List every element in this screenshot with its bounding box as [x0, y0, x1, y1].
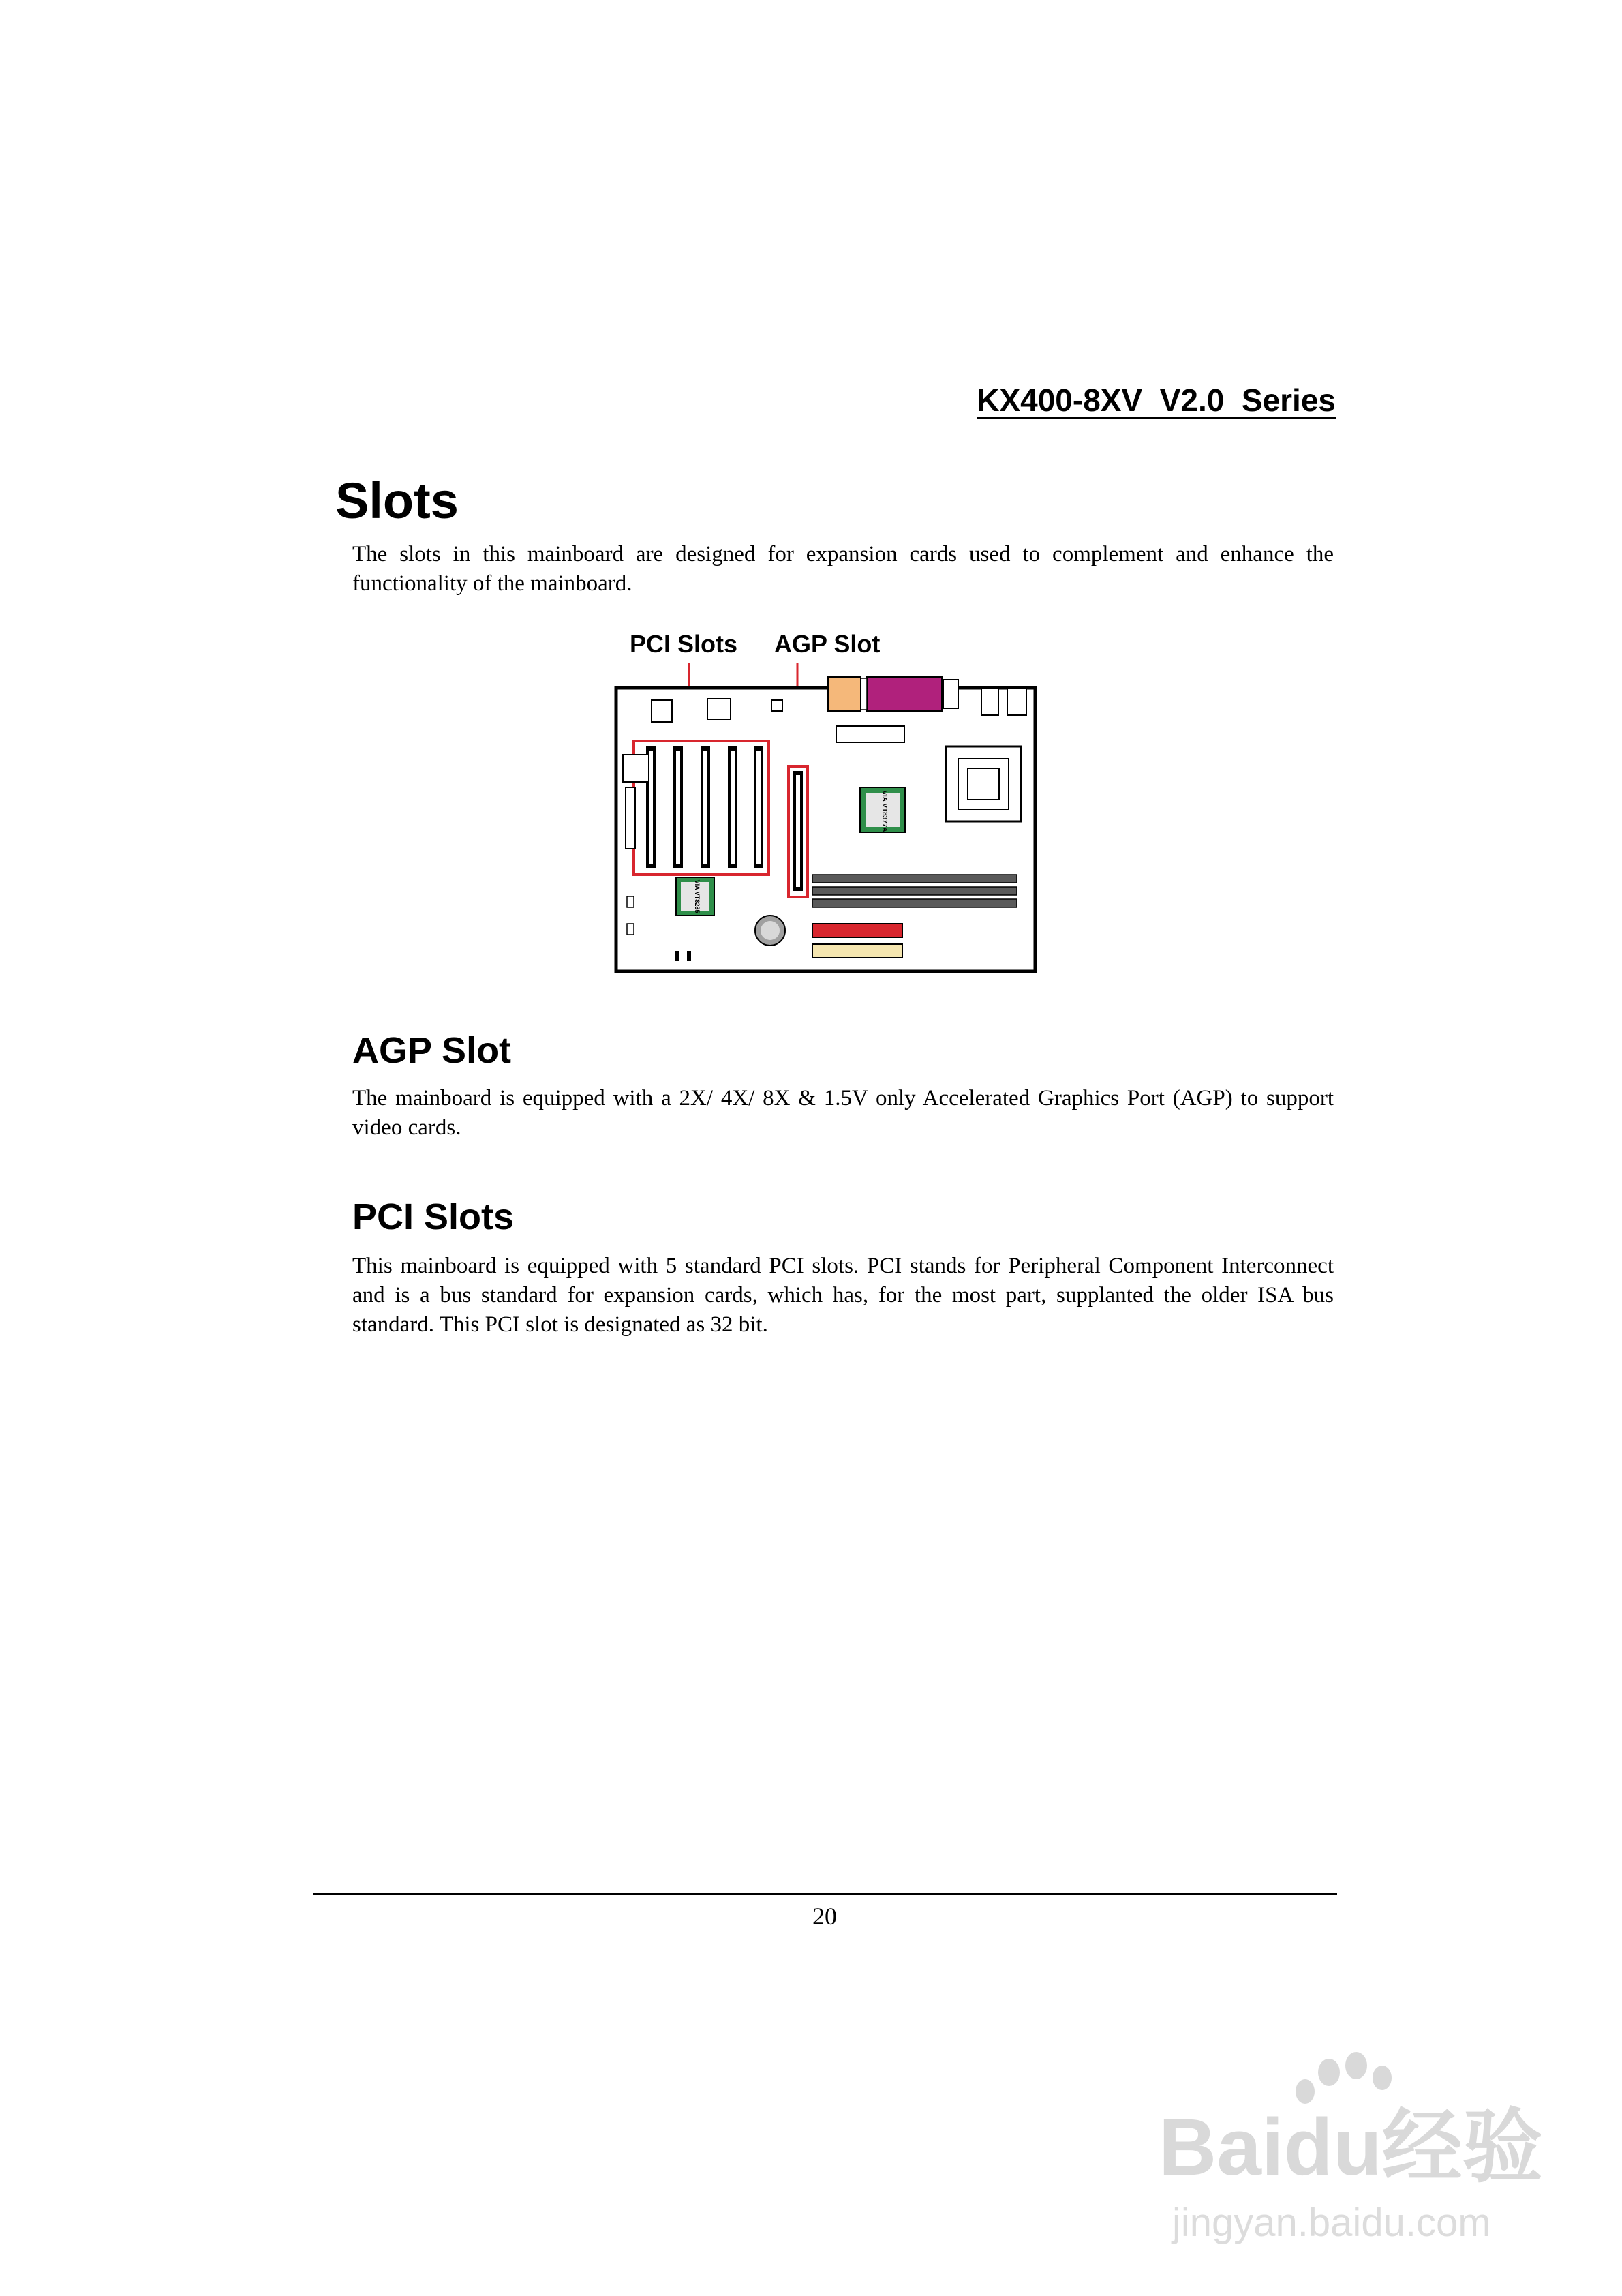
parallel-port [867, 677, 942, 711]
vga-port [828, 677, 861, 711]
pci-slots-label: PCI Slots [630, 630, 738, 658]
baidu-watermark [1131, 2052, 1554, 2256]
series-title: KX400-8XV V2.0 Series [977, 382, 1336, 418]
ide2-connector [812, 944, 902, 958]
svg-text:VIA VT8377A: VIA VT8377A [881, 790, 888, 832]
pci-paragraph: This mainboard is equipped with 5 standard PCI slots. PCI stands for Peripheral Component Interconnect and is a bus standard for expansion cards, which has, for the most part, supplanted the older ISA bus standard. This PCI slot is designated as 32 bit. [352, 1254, 1334, 1337]
ide1-connector [812, 924, 902, 937]
lan-port [981, 688, 998, 715]
pci-heading: PCI Slots [352, 1196, 515, 1237]
agp-paragraph: The mainboard is equipped with a 2X/ 4X/ 8X & 1.5V only Accelerated Graphics Port (AGP) to support video cards. [352, 1086, 1334, 1140]
agp-slot-label: AGP Slot [774, 630, 881, 658]
audio-port [1007, 688, 1026, 715]
atx-power-connector [836, 726, 904, 742]
svg-text:VIA VT8235: VIA VT8235 [694, 879, 701, 913]
agp-heading: AGP Slot [352, 1030, 512, 1071]
usb-port [943, 680, 958, 708]
page-number: 20 [812, 1903, 837, 1930]
watermark-logo: Baidu经验 [1159, 2102, 1543, 2192]
intro-paragraph: The slots in this mainboard are designed for expansion cards used to complement and enhance the functionality of the mainboard. [352, 542, 1334, 596]
watermark-url: jingyan.baidu.com [1172, 2201, 1491, 2245]
footer-rule [313, 1893, 1337, 1895]
floppy-connector [626, 787, 635, 849]
dimm-slots [812, 875, 1017, 907]
section-title: Slots [335, 472, 459, 529]
mainboard-diagram [600, 624, 1043, 978]
